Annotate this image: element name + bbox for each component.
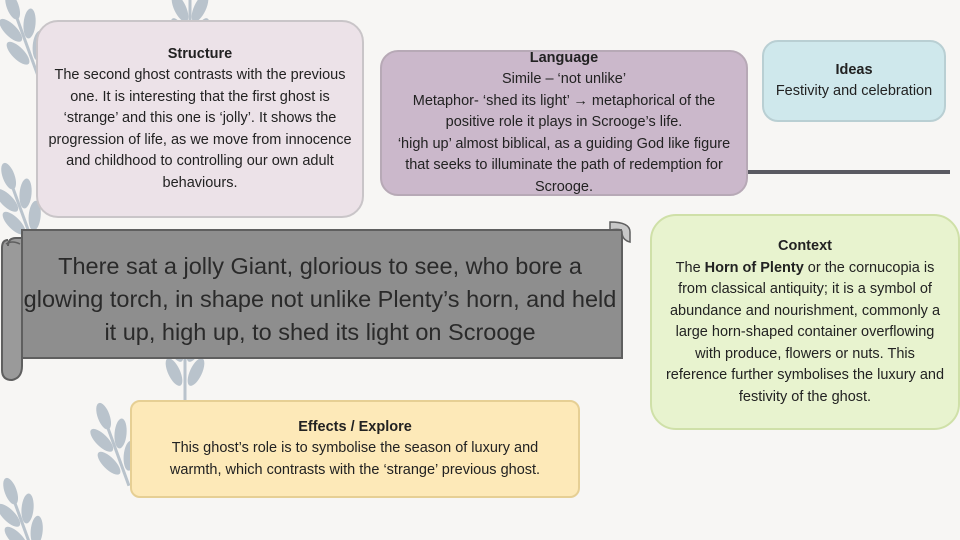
effects-body: This ghost’s role is to symbolise the season of luxury and warmth, which contrasts with the ‘strange’ previous ghost. <box>169 440 541 478</box>
structure-heading: Structure <box>167 45 233 62</box>
divider-line <box>748 170 950 174</box>
language-simile: Simile – ‘not unlike’ <box>501 71 627 88</box>
ideas-heading: Ideas <box>835 61 873 78</box>
context-text: or the cornucopia is from classical antiquity; it is a symbol of abundance and nourishment, commonly a large horn-shaped container overflowing with produce, flowers or nuts. This reference further symbolises the luxury and festivity of the ghost. <box>665 259 945 405</box>
effects-heading: Effects / Explore <box>298 418 412 435</box>
leaf-icon <box>0 470 57 540</box>
ideas-box <box>762 40 946 122</box>
language-biblical: ‘high up’ almost biblical, as a guiding God like figure that seeks to illuminate the path of redemption for Scrooge. <box>397 135 731 195</box>
context-lead: The <box>675 259 705 276</box>
arrow-right-icon: → <box>573 92 588 109</box>
context-box <box>650 214 960 430</box>
effects-box <box>130 400 580 498</box>
ideas-body: Festivity and celebration <box>775 83 933 99</box>
structure-body: The second ghost contrasts with the previous one. It is interesting that the first ghost is ‘strange’ and this one is ‘jolly’. It shows the progression of life, as we move from innocence and childhood to controlling our own adult behaviours. <box>48 67 352 191</box>
context-body <box>664 258 946 409</box>
structure-box <box>36 20 364 218</box>
language-heading: Language <box>529 49 599 66</box>
language-box <box>380 50 748 196</box>
context-heading: Context <box>778 238 832 254</box>
metaphor-text: Metaphor- ‘shed its light’ <box>412 92 574 109</box>
language-metaphor <box>394 91 734 134</box>
context-bold-term: Horn of Plenty <box>704 259 804 276</box>
quote-text: There sat a jolly Giant, glorious to see, who bore a glowing torch, in shape not unlike Plenty’s horn, and held it up, high up, to shed its light on Scrooge <box>23 252 617 345</box>
metaphor-explanation: metaphorical of the positive role it plays in Scrooge’s life. <box>445 92 716 131</box>
